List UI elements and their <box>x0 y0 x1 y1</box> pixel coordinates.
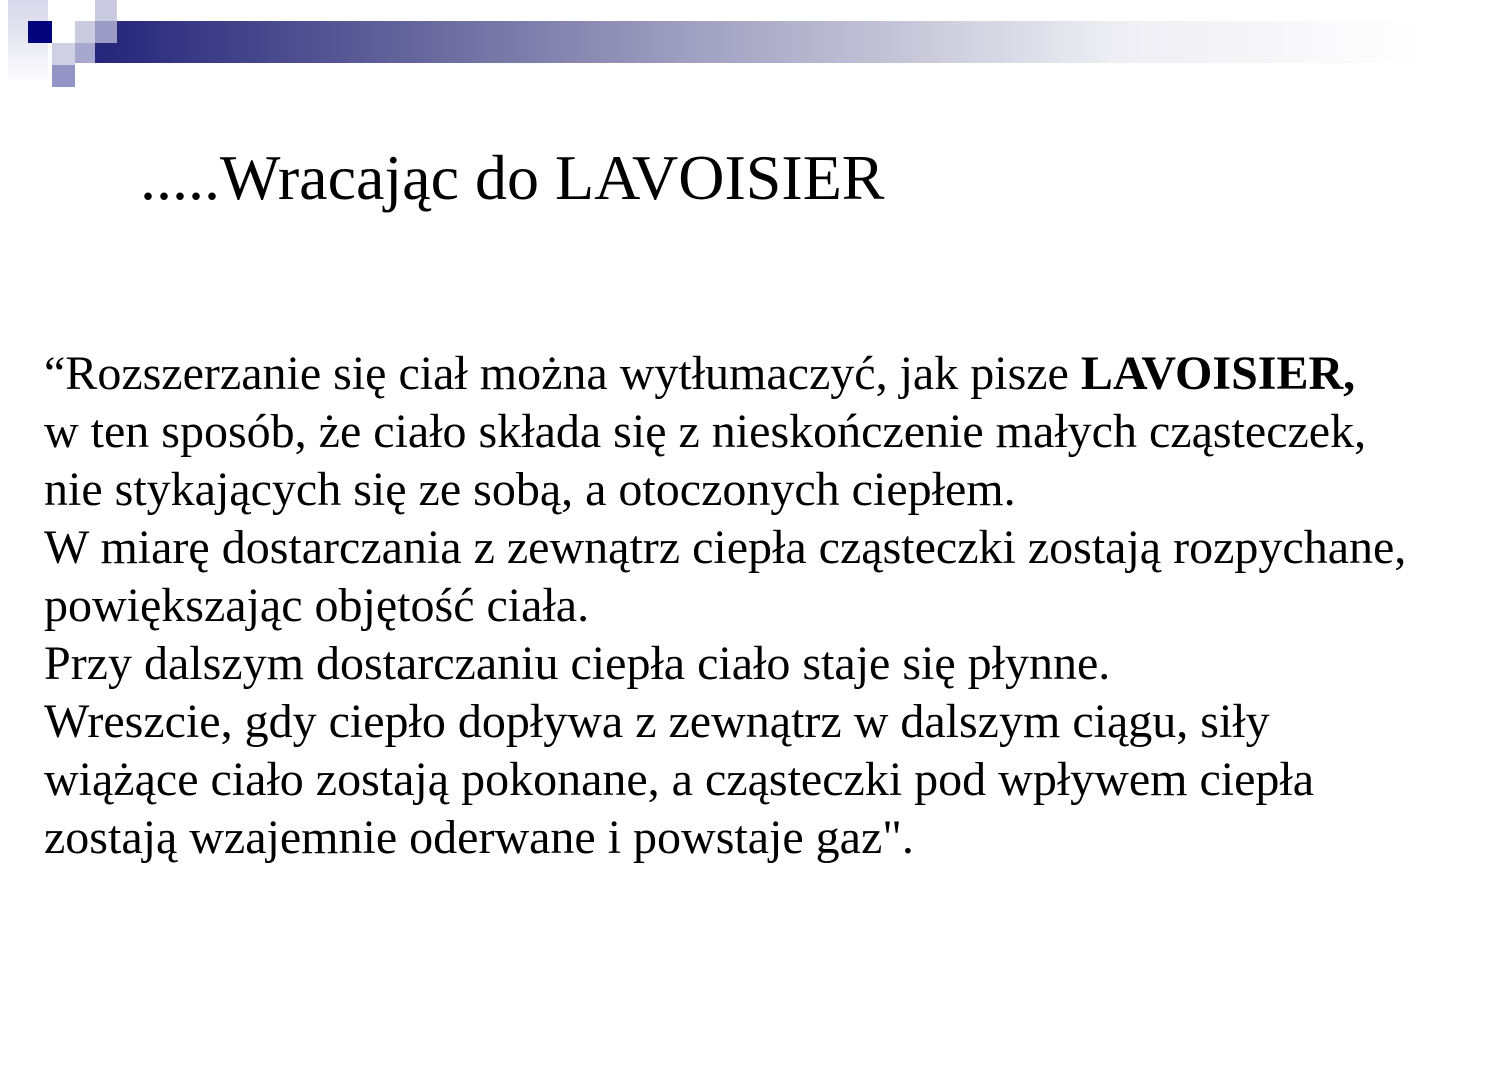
body-line-8: wiążące ciało zostają pokonane, a cząsteczki pod wpływem ciepła <box>44 753 1315 806</box>
body-line-4: W miarę dostarczania z zewnątrz ciepła cząsteczki zostają rozpychane, <box>44 521 1407 574</box>
decor-square-light-left <box>75 21 95 43</box>
decor-square-medium-lower <box>75 43 95 63</box>
body-line-5: powiększając objętość ciała. <box>44 579 590 632</box>
decor-square-medium-onbar <box>95 21 117 43</box>
body-line-9: zostają wzajemnie oderwane i powstaje gaz". <box>44 811 914 864</box>
body-line-6: Przy dalszym dostarczaniu ciepła ciało staje się płynne. <box>44 637 1111 690</box>
body-line-2: w ten sposób, że ciało składa się z nieskończenie małych cząsteczek, <box>44 405 1367 458</box>
body-line-7: Wreszcie, gdy ciepło dopływa z zewnątrz w dalszym ciągu, siły <box>44 695 1270 748</box>
body-line-1-bold: LAVOISIER, <box>1080 347 1356 400</box>
decor-header-bar <box>95 21 1492 63</box>
body-line-3: nie stykających się ze sobą, a otoczonych ciepłem. <box>44 463 1016 516</box>
decor-square-light-lower <box>52 43 75 65</box>
decor-square-light-top <box>95 0 117 21</box>
decor-square-dark-navy <box>28 21 52 43</box>
body-paragraph <box>44 345 1406 867</box>
body-line-1: “Rozszerzanie się ciał można wytłumaczyć, jak pisze <box>44 347 1081 400</box>
decor-square-purple-bottom <box>52 65 75 87</box>
slide-title: .....Wracając do LAVOISIER <box>140 142 885 213</box>
